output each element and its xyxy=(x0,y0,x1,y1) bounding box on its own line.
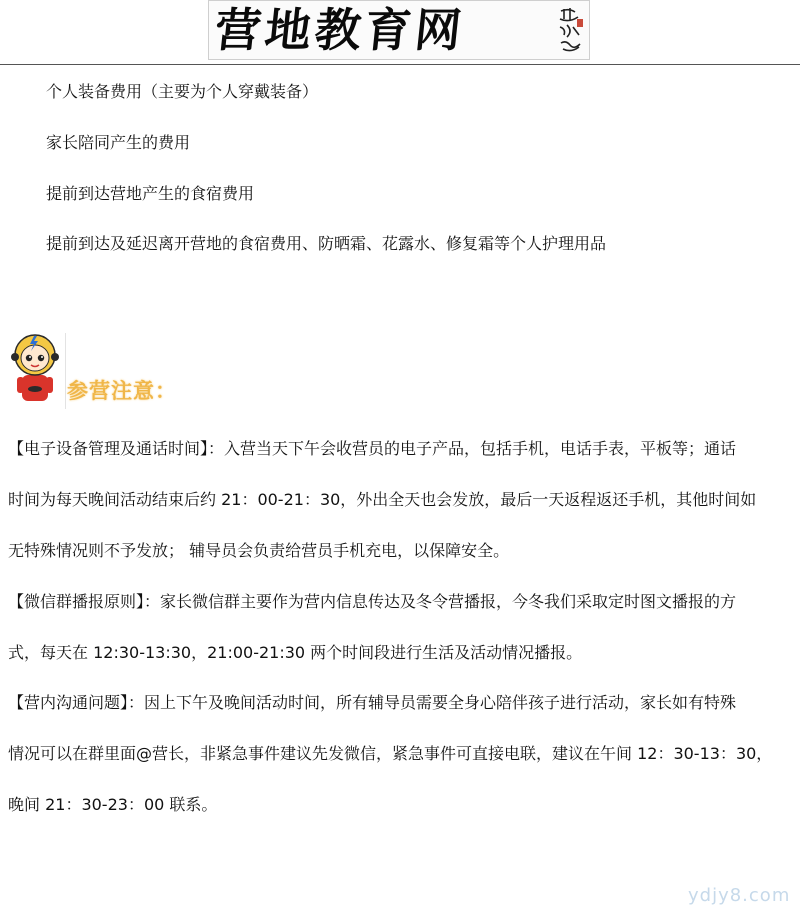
site-logo xyxy=(208,0,590,60)
paragraph-line: 时间为每天晚间活动结束后约 21：00-21：30，外出全天也会发放，最后一天返程返还手机，其他时间如 xyxy=(8,490,757,509)
astronaut-mascot-icon xyxy=(6,333,64,405)
logo-signature-seal-icon xyxy=(555,5,585,57)
notice-paragraph-communication xyxy=(8,677,792,830)
list-item: 家长陪同产生的费用 xyxy=(46,133,191,152)
paragraph-line: 式，每天在 12:30-13:30，21:00-21:30 两个时间段进行生活及活动情况播报。 xyxy=(8,643,583,662)
list-item: 提前到达及延迟离开营地的食宿费用、防晒霜、花露水、修复霜等个人护理用品 xyxy=(46,234,607,253)
list-item: 个人装备费用（主要为个人穿戴装备） xyxy=(46,82,319,101)
notice-paragraph-wechat-broadcast xyxy=(8,576,792,678)
paragraph-line: 【营内沟通问题】：因上下午及晚间活动时间，所有辅导员需要全身心陪伴孩子进行活动，家长如有特殊 xyxy=(8,693,737,712)
notice-paragraph-device-management xyxy=(8,423,792,576)
paragraph-line: 晚间 21：30-23：00 联系。 xyxy=(8,795,218,814)
mascot-frame xyxy=(6,333,66,409)
list-item: 提前到达营地产生的食宿费用 xyxy=(46,184,255,203)
paragraph-line: 无特殊情况则不予发放； 辅导员会负责给营员手机充电，以保障安全。 xyxy=(8,541,510,560)
logo-text: 营地教育网 xyxy=(212,3,468,57)
site-watermark: ydjy8.com xyxy=(688,885,791,906)
paragraph-line: 情况可以在群里面@营长，非紧急事件建议先发微信，紧急事件可直接电联，建议在午间 12：30-13：30， xyxy=(8,744,773,763)
header-divider xyxy=(0,64,800,65)
paragraph-line: 【电子设备管理及通话时间】：入营当天下午会收营员的电子产品，包括手机，电话手表，平板等；通话 xyxy=(8,439,737,458)
paragraph-line: 【微信群播报原则】：家长微信群主要作为营内信息传达及冬令营播报，今冬我们采取定时图文播报的方 xyxy=(8,592,737,611)
notice-title: 参营注意： xyxy=(67,379,177,403)
